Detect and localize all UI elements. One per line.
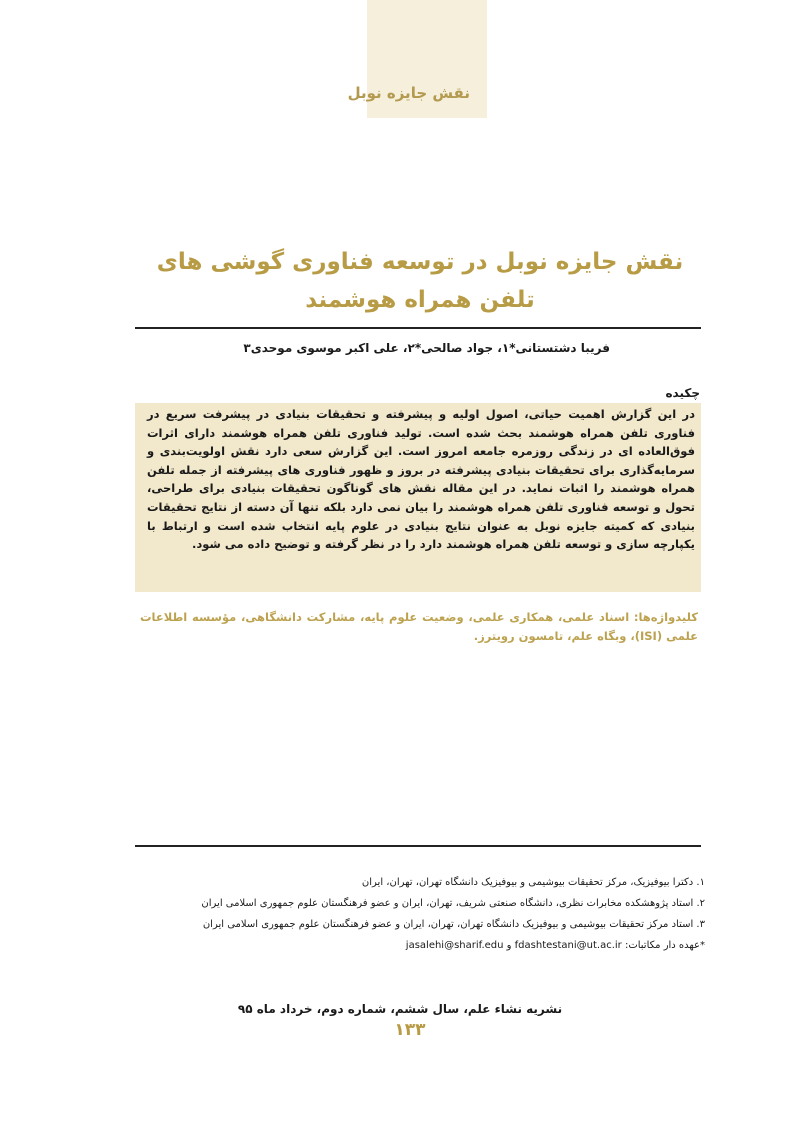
authors: فریبا دشتستانی*۱، جواد صالحی*۲، علی اکبر موسوی موحدی۳ — [243, 341, 610, 355]
corresponding-author: *عهده دار مکاتبات: fdashtestani@ut.ac.ir و jasalehi@sharif.edu — [405, 940, 705, 951]
article-title — [140, 243, 700, 319]
footnote-1: ۱. دکترا بیوفیزیک، مرکز تحقیقات بیوشیمی و بیوفیزیک دانشگاه تهران، تهران، ایران — [361, 877, 705, 888]
title-line-2: تلفن همراه هوشمند — [305, 287, 535, 313]
footnotes — [140, 872, 705, 956]
abstract-heading: چکیده — [665, 386, 700, 400]
footnote-divider — [135, 845, 701, 847]
section-label: نقش جایزه نوبل — [347, 84, 470, 102]
title-line-1: نقش جایزه نوبل در توسعه فناوری گوشی های — [156, 249, 684, 275]
journal-info: نشریه نشاء علم، سال ششم، شماره دوم، خرداد ماه ۹۵ — [237, 1002, 563, 1016]
footnote-3: ۳. استاد مرکز تحقیقات بیوشیمی و بیوفیزیک دانشگاه تهران، تهران، ایران و عضو فرهنگستان علوم جمهوری اسلامی ایران — [202, 919, 705, 930]
page-number: ۱۳۳ — [394, 1020, 426, 1040]
abstract-text: در این گزارش اهمیت حیاتی، اصول اولیه و پیشرفته و تحقیقات بنیادی در پیشرفت سریع در فناوری تلفن همراه هوشمند بحث شده است. تولید فناوری تلفن همراه هوشمند دارای اثرات فوق‌العاده ای در زندگی روزمره جامعه امروز است. این گزارش سعی دارد نقش اولویت‌بندی و سرمایه‌گذاری برای تحقیقات بنیادی پیشرفته در بروز و ظهور فناوری های پیشرفته از جمله تلفن همراه هوشمند را اثبات نماید. در این مقاله نقش های گوناگون تحقیقات بنیادی برای طراحی، تحول و توسعه فناوری تلفن همراه هوشمند را بیان نمی دارد بلکه تنها آن دسته از نتایج تحقیقات بنیادی که کمیته جایزه نوبل به عنوان نتایج بنیادی در علوم پایه انتخاب شده است و ارتباط با یکپارچه سازی و توسعه تلفن همراه هوشمند دارد را در نظر گرفته و توضیح داده می شود. — [147, 407, 695, 552]
keywords: کلیدواژه‌ها: اسناد علمی، همکاری علمی، وضعیت علوم پایه، مشارکت دانشگاهی، مؤسسه اطلاعات علمی (ISI)، وبگاه علم، تامسون رویترز. — [140, 610, 698, 643]
footnote-2: ۲. استاد پژوهشکده مخابرات نظری، دانشگاه صنعتی شریف، تهران، ایران و عضو فرهنگستان علوم جمهوری اسلامی ایران — [201, 898, 705, 909]
title-divider — [135, 327, 701, 329]
